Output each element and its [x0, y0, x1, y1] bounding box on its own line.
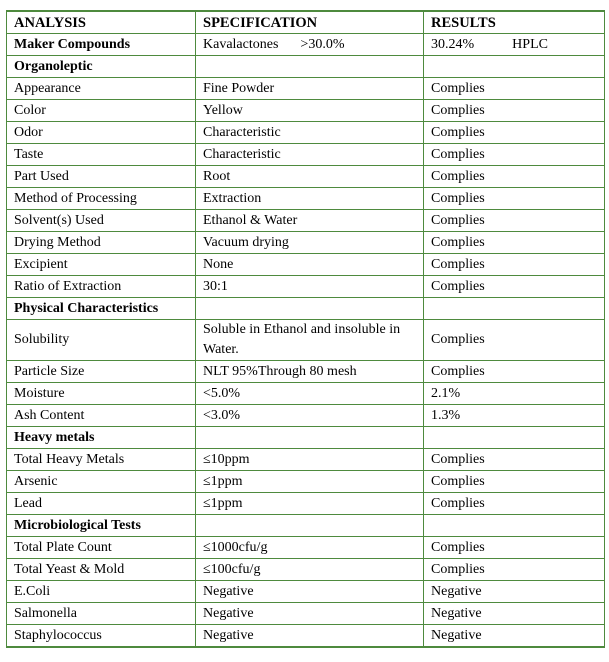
marker-spec-value: >30.0% — [300, 36, 345, 52]
row-result: Complies — [424, 559, 605, 581]
row-analysis: Staphylococcus — [7, 625, 196, 648]
section-row-heavy-metals — [7, 427, 605, 449]
table-row — [7, 559, 605, 581]
row-spec: Vacuum drying — [196, 232, 424, 254]
row-analysis: Solubility — [7, 320, 196, 361]
row-analysis: Excipient — [7, 254, 196, 276]
row-analysis: Salmonella — [7, 603, 196, 625]
row-analysis: Total Plate Count — [7, 537, 196, 559]
row-analysis: Lead — [7, 493, 196, 515]
marker-spec — [196, 34, 424, 56]
row-result: Complies — [424, 188, 605, 210]
section-title: Organoleptic — [7, 56, 196, 78]
row-spec: Negative — [196, 625, 424, 648]
table-row — [7, 320, 605, 361]
row-analysis: Total Heavy Metals — [7, 449, 196, 471]
table-row — [7, 603, 605, 625]
row-analysis: Color — [7, 100, 196, 122]
row-result: Complies — [424, 276, 605, 298]
table-row — [7, 493, 605, 515]
row-analysis: Taste — [7, 144, 196, 166]
row-analysis: Part Used — [7, 166, 196, 188]
row-analysis: Total Yeast & Mold — [7, 559, 196, 581]
table-row — [7, 405, 605, 427]
coa-table-wrapper — [6, 10, 605, 648]
table-header-row — [7, 11, 605, 34]
table-row — [7, 166, 605, 188]
row-spec: Characteristic — [196, 144, 424, 166]
table-row — [7, 581, 605, 603]
row-spec: Soluble in Ethanol and insoluble in Water. — [196, 320, 424, 361]
row-spec: <3.0% — [196, 405, 424, 427]
table-row — [7, 232, 605, 254]
row-analysis: Odor — [7, 122, 196, 144]
row-spec: Root — [196, 166, 424, 188]
row-spec: NLT 95%Through 80 mesh — [196, 361, 424, 383]
section-row-organoleptic — [7, 56, 605, 78]
marker-compounds-row — [7, 34, 605, 56]
row-spec: ≤100cfu/g — [196, 559, 424, 581]
section-title: Physical Characteristics — [7, 298, 196, 320]
table-row — [7, 383, 605, 405]
table-row — [7, 471, 605, 493]
row-result: Complies — [424, 122, 605, 144]
table-row — [7, 254, 605, 276]
row-result: Negative — [424, 625, 605, 648]
table-row — [7, 625, 605, 648]
section-row-microbiological — [7, 515, 605, 537]
row-spec: Fine Powder — [196, 78, 424, 100]
table-row — [7, 361, 605, 383]
row-result: Complies — [424, 449, 605, 471]
header-specification: SPECIFICATION — [196, 11, 424, 34]
row-spec: Negative — [196, 581, 424, 603]
row-result: Complies — [424, 232, 605, 254]
row-analysis: Drying Method — [7, 232, 196, 254]
row-spec: None — [196, 254, 424, 276]
header-results: RESULTS — [424, 11, 605, 34]
row-spec: <5.0% — [196, 383, 424, 405]
row-analysis: Appearance — [7, 78, 196, 100]
row-spec: ≤1000cfu/g — [196, 537, 424, 559]
row-result: Complies — [424, 537, 605, 559]
row-spec: Characteristic — [196, 122, 424, 144]
row-spec: ≤1ppm — [196, 493, 424, 515]
table-row — [7, 188, 605, 210]
row-result: Negative — [424, 603, 605, 625]
table-row — [7, 210, 605, 232]
table-row — [7, 78, 605, 100]
row-result: 1.3% — [424, 405, 605, 427]
row-result: Complies — [424, 493, 605, 515]
row-result: Complies — [424, 254, 605, 276]
row-result: Negative — [424, 581, 605, 603]
marker-spec-name: Kavalactones — [203, 36, 279, 52]
row-analysis: E.Coli — [7, 581, 196, 603]
row-analysis: Solvent(s) Used — [7, 210, 196, 232]
table-row — [7, 449, 605, 471]
row-spec: ≤10ppm — [196, 449, 424, 471]
row-result: Complies — [424, 78, 605, 100]
row-result: Complies — [424, 144, 605, 166]
table-row — [7, 276, 605, 298]
table-row — [7, 122, 605, 144]
table-row — [7, 100, 605, 122]
row-spec: ≤1ppm — [196, 471, 424, 493]
coa-table — [6, 10, 605, 648]
row-analysis: Ratio of Extraction — [7, 276, 196, 298]
row-spec: 30:1 — [196, 276, 424, 298]
section-row-physical — [7, 298, 605, 320]
row-analysis: Arsenic — [7, 471, 196, 493]
marker-result — [424, 34, 605, 56]
row-analysis: Method of Processing — [7, 188, 196, 210]
row-analysis: Moisture — [7, 383, 196, 405]
row-spec: Yellow — [196, 100, 424, 122]
row-analysis: Particle Size — [7, 361, 196, 383]
section-title: Heavy metals — [7, 427, 196, 449]
row-analysis: Ash Content — [7, 405, 196, 427]
row-spec: Ethanol & Water — [196, 210, 424, 232]
table-row — [7, 144, 605, 166]
row-result: Complies — [424, 210, 605, 232]
row-result: 2.1% — [424, 383, 605, 405]
row-result: Complies — [424, 471, 605, 493]
row-result: Complies — [424, 100, 605, 122]
row-result: Complies — [424, 320, 605, 361]
row-result: Complies — [424, 166, 605, 188]
row-spec: Negative — [196, 603, 424, 625]
section-title: Microbiological Tests — [7, 515, 196, 537]
row-spec: Extraction — [196, 188, 424, 210]
marker-result-value: 30.24% — [431, 36, 475, 52]
row-result: Complies — [424, 361, 605, 383]
marker-result-method: HPLC — [512, 36, 548, 52]
header-analysis: ANALYSIS — [7, 11, 196, 34]
marker-label: Maker Compounds — [7, 34, 196, 56]
table-row — [7, 537, 605, 559]
